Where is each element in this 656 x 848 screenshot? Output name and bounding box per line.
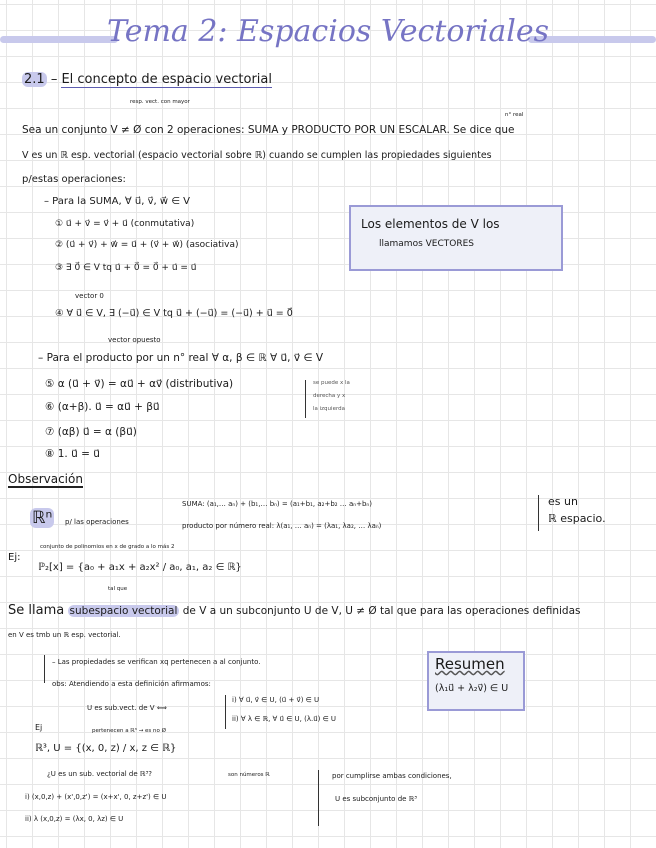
subespacio-term: subespacio vectorial (69, 605, 178, 617)
cond-1: i) ∀ u⃗, v⃗ ∈ U, (u⃗ + v⃗) ∈ U (232, 696, 320, 704)
section-title: El concepto de espacio vectorial (61, 72, 272, 87)
intro-line2: V es un ℝ esp. vectorial (espacio vectorial sobre ℝ) cuando se cumplen las propiedades siguientes (22, 150, 492, 161)
obs-brace (538, 495, 539, 531)
ej-label: Ej: (8, 552, 21, 563)
cond-brace (225, 695, 226, 729)
rn-text: p/ las operaciones (65, 518, 129, 526)
box-line1: Los elementos de V los (361, 217, 500, 231)
ejemplo-concl2: U es subconjunto de ℝ³ (335, 795, 418, 803)
note-real: n° real (505, 112, 524, 118)
ejemplo-question-note: son números ℝ (228, 772, 270, 778)
producto-heading: – Para el producto por un n° real ∀ α, β ∈ ℝ ∀ u⃗, v⃗ ∈ V (38, 352, 324, 364)
producto-p8: ⑧ 1. u⃗ = u⃗ (45, 448, 100, 460)
intro-line3: p/estas operaciones: (22, 174, 126, 185)
producto-p7: ⑦ (αβ) u⃗ = α (βu⃗) (45, 426, 137, 438)
obs-conclusion-2: ℝ espacio. (548, 512, 606, 525)
rn-symbol: ℝⁿ (32, 508, 53, 528)
obs-producto: producto por número real: λ(a₁, … aₙ) = (λa₁, λa₂, … λaₙ) (182, 522, 382, 530)
suma-p4: ④ ∀ u⃗ ∈ V, ∃ (−u⃗) ∈ V tq u⃗ + (−u⃗) = (−u⃗) + u⃗ = 0⃗ (55, 308, 293, 319)
ejemplo-i: i) (x,0,z) + (x',0,z') = (x+x', 0, z+z') ∈ U (25, 793, 167, 801)
resumen-box (427, 651, 525, 711)
obs-conclusion-1: es un (548, 495, 578, 508)
cond-lead: U es sub.vect. de V ⟺ (87, 704, 167, 712)
producto-p6: ⑥ (α+β). u⃗ = αu⃗ + βu⃗ (45, 401, 160, 413)
ejemplo-label: Ej (35, 723, 43, 732)
suma-p2: ② (u⃗ + v⃗) + w⃗ = u⃗ + (v⃗ + w⃗) (asociativa) (55, 240, 239, 250)
note-top: resp. vect. con mayor (130, 99, 190, 105)
resumen-title: Resumen (435, 655, 505, 673)
suma-p3: ③ ∃ 0⃗ ∈ V tq u⃗ + 0⃗ = 0⃗ + u⃗ = u⃗ (55, 263, 197, 273)
ejemplo-note: pertenecen a ℝ³ → es no Ø (92, 728, 166, 734)
concl-brace (318, 770, 319, 826)
resumen-formula: (λ₁u⃗ + λ₂v⃗) ∈ U (435, 683, 509, 694)
suma-heading: – Para la SUMA, ∀ u⃗, v⃗, w⃗ ∈ V (44, 196, 190, 207)
cond-2: ii) ∀ λ ∈ ℝ, ∀ u⃗ ∈ U, (λ.u⃗) ∈ U (232, 715, 337, 723)
poly-set: ℙ₂[x] = {a₀ + a₁x + a₂x² / a₀, a₁, a₂ ∈ ℝ} (38, 562, 242, 573)
intro-line1: Sea un conjunto V ≠ Ø con 2 operaciones: SUMA y PRODUCTO POR UN ESCALAR. Se dice que (22, 124, 515, 136)
vectores-box (349, 205, 563, 271)
ejemplo-ii: ii) λ (x,0,z) = (λx, 0, λz) ∈ U (25, 815, 124, 823)
suma-p4-note: vector opuesto (108, 336, 161, 344)
poly-sub: tal que (108, 586, 128, 592)
subespacio-n1: – Las propiedades se verifican xq pertenecen a al conjunto. (52, 658, 261, 666)
subespacio-line2: en V es tmb un ℝ esp. vectorial. (8, 631, 121, 639)
section-heading: 2.1 – El concepto de espacio vectorial (24, 72, 272, 87)
suma-p3-note: vector 0 (75, 292, 104, 300)
side-note-1: se puede x la (313, 380, 350, 386)
page-title: Tema 2: Espacios Vectoriales (107, 14, 549, 49)
section-number: 2.1 (24, 72, 45, 87)
observacion-heading: Observación (8, 472, 83, 486)
box-line2: llamamos VECTORES (379, 239, 474, 249)
side-brace (305, 380, 306, 418)
producto-p5: ⑤ α (u⃗ + v⃗) = αu⃗ + αv⃗ (distributiva) (45, 378, 234, 390)
ejemplo-question: ¿U es un sub. vectorial de ℝ³? (47, 770, 152, 778)
ejemplo-set: ℝ³, U = {(x, 0, z) / x, z ∈ ℝ} (35, 743, 177, 754)
side-note-3: la izquierda (313, 406, 345, 412)
ejemplo-concl1: por cumplirse ambas condiciones, (332, 772, 452, 780)
side-note-2: derecha y x (313, 393, 346, 399)
obs-suma: SUMA: (a₁,… aₙ) + (b₁,… bₙ) = (a₁+b₁, a₂+b₂ … aₙ+bₙ) (182, 500, 372, 508)
poly-note: conjunto de polinomios en x de grado a lo más 2 (40, 544, 175, 550)
suma-p1: ① u⃗ + v⃗ = v⃗ + u⃗ (conmutativa) (55, 219, 195, 229)
obs-bracket (44, 655, 45, 683)
subespacio-n2: obs: Atendiendo a esta definición afirmamos: (52, 680, 211, 688)
subespacio-line1: Se llama subespacio vectorial de V a un subconjunto U de V, U ≠ Ø tal que para las operaciones definidas (8, 603, 581, 618)
